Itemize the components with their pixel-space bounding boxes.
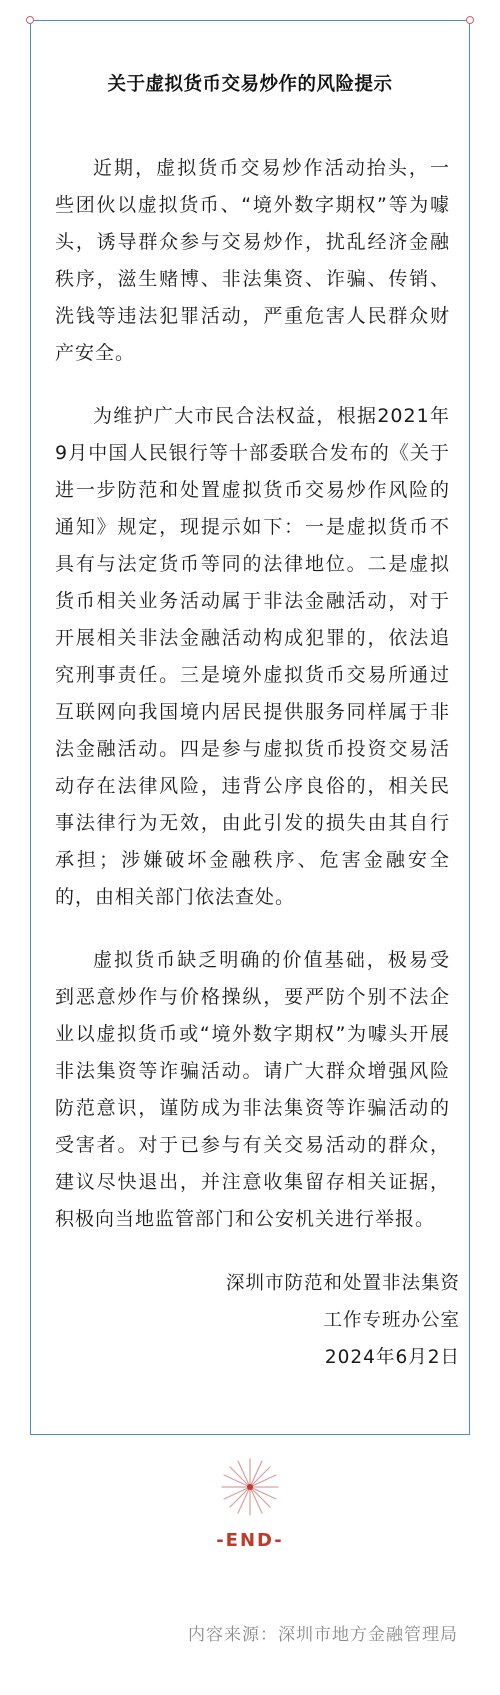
- paragraph-2: 为维护广大市民合法权益，根据2021年9月中国人民银行等十部委联合发布的《关于进一步防范和处置虚拟货币交易炒作风险的通知》规定，现提示如下：一是虚拟货币不具有与法定货币等同的法律地位。二是虚拟货币相关业务活动属于非法金融活动，对于开展相关非法金融活动构成犯罪的，依法追究刑事责任。三是境外虚拟货币交易所通过互联网向我国境内居民提供服务同样属于非法金融活动。四是参与虚拟货币投资交易活动存在法律风险，违背公序良俗的，相关民事法律行为无效，由此引发的损失由其自行承担；涉嫌破坏金融秩序、危害金融安全的，由相关部门依法查处。: [55, 405, 450, 908]
- signature-org-line2: 工作专班办公室: [323, 1310, 460, 1331]
- signature-date: 2024年6月2日: [324, 1347, 460, 1368]
- paragraph-1: 近期，虚拟货币交易炒作活动抬头，一些团伙以虚拟货币、“境外数字期权”等为噱头，诱导群众参与交易炒作，扰乱经济金融秩序，滋生赌博、非法集资、诈骗、传销、洗钱等违法犯罪活动，严重危害人民群众财产安全。: [55, 157, 450, 364]
- signature-org-line1: 深圳市防范和处置非法集资: [225, 1273, 460, 1294]
- paragraph-3: 虚拟货币缺乏明确的价值基础，极易受到恶意炒作与价格操纵，要严防个别不法企业以虚拟货币或“境外数字期权”为噱头开展非法集资等诈骗活动。请广大群众增强风险防范意识，谨防成为非法集资等诈骗活动的受害者。对于已参与有关交易活动的群众，建议尽快退出，并注意收集留存相关证据，积极向当地监管部门和公安机关进行举报。: [55, 949, 450, 1230]
- content-source: 内容来源：深圳市地方金融管理局: [188, 1625, 458, 1645]
- frame-corner-dot: [466, 16, 474, 24]
- firework-icon: [218, 1455, 282, 1519]
- page-title: 关于虚拟货币交易炒作的风险提示: [107, 74, 393, 95]
- frame-corner-dot: [26, 16, 34, 24]
- end-label: -END-: [216, 1530, 284, 1551]
